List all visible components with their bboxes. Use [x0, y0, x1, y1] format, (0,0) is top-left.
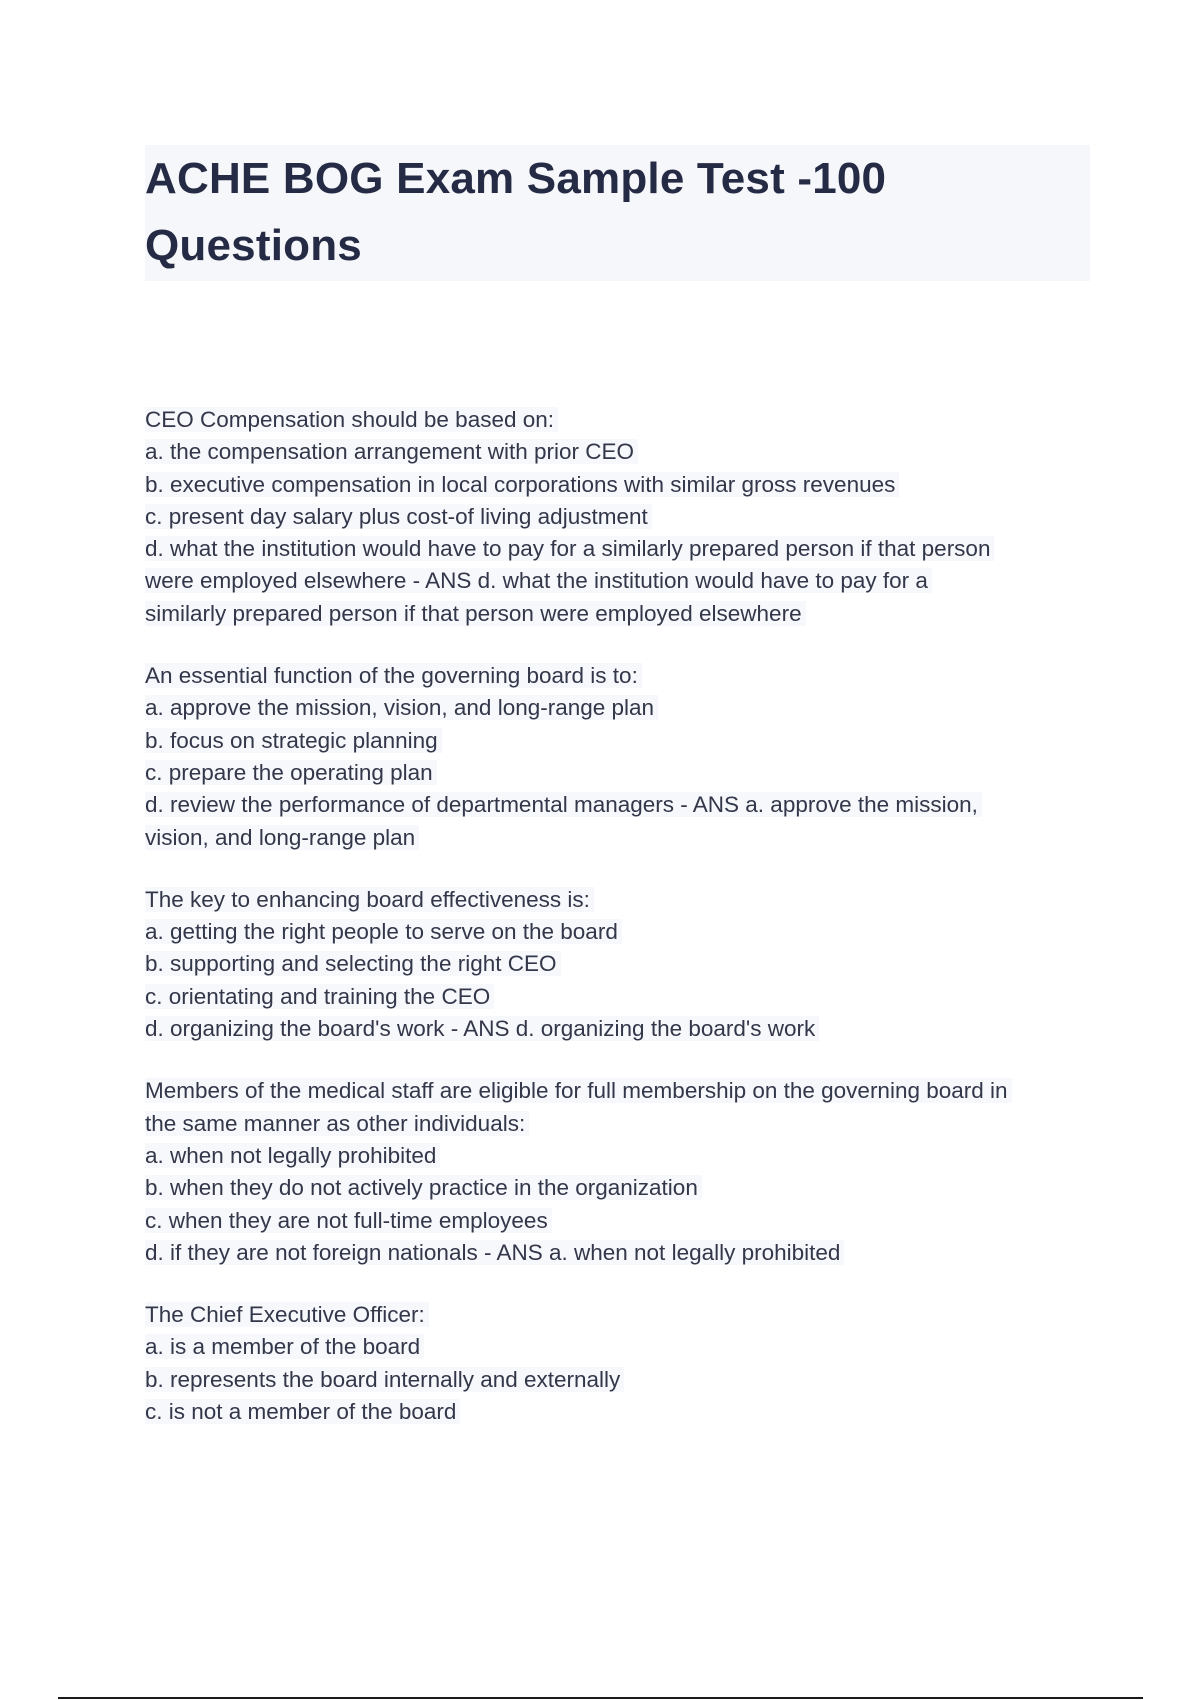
- question-line-text: CEO Compensation should be based on:: [145, 407, 558, 432]
- question-option: [145, 469, 1095, 501]
- question-line-text: c. is not a member of the board: [145, 1399, 460, 1424]
- question-option: [145, 501, 1095, 533]
- question-line-text: a. is a member of the board: [145, 1334, 424, 1359]
- question-option: [145, 1237, 1095, 1269]
- question-option: [145, 1108, 1095, 1140]
- question-option: [145, 565, 1095, 597]
- question-stem: [145, 1075, 1095, 1107]
- question-option: [145, 757, 1095, 789]
- question-line-text: similarly prepared person if that person were employed elsewhere: [145, 601, 806, 626]
- question-option: [145, 822, 1095, 854]
- question-line-text: c. orientating and training the CEO: [145, 984, 494, 1009]
- question-line-text: d. review the performance of departmental managers - ANS a. approve the mission,: [145, 792, 982, 817]
- question-line-text: c. when they are not full-time employees: [145, 1208, 552, 1233]
- question-line-text: b. supporting and selecting the right CEO: [145, 951, 561, 976]
- question-line-text: b. represents the board internally and externally: [145, 1367, 624, 1392]
- question-line-text: An essential function of the governing board is to:: [145, 663, 642, 688]
- question-block: [145, 660, 1095, 854]
- question-option: [145, 1205, 1095, 1237]
- question-line-text: a. when not legally prohibited: [145, 1143, 440, 1168]
- question-line-text: a. getting the right people to serve on the board: [145, 919, 622, 944]
- question-block: [145, 404, 1095, 630]
- question-stem: [145, 660, 1095, 692]
- question-block: [145, 1299, 1095, 1428]
- question-option: [145, 1013, 1095, 1045]
- question-option: [145, 981, 1095, 1013]
- question-option: [145, 533, 1095, 565]
- question-line-text: the same manner as other individuals:: [145, 1111, 529, 1136]
- question-line-text: The key to enhancing board effectiveness is:: [145, 887, 594, 912]
- document-title: ACHE BOG Exam Sample Test -100 Questions: [145, 154, 887, 270]
- title-block: [145, 145, 1090, 281]
- question-option: [145, 948, 1095, 980]
- question-line-text: c. prepare the operating plan: [145, 760, 437, 785]
- question-option: [145, 1140, 1095, 1172]
- question-option: [145, 436, 1095, 468]
- question-option: [145, 789, 1095, 821]
- question-line-text: d. organizing the board's work - ANS d. organizing the board's work: [145, 1016, 819, 1041]
- question-line-text: b. when they do not actively practice in the organization: [145, 1175, 702, 1200]
- question-line-text: d. if they are not foreign nationals - ANS a. when not legally prohibited: [145, 1240, 844, 1265]
- question-option: [145, 725, 1095, 757]
- question-line-text: vision, and long-range plan: [145, 825, 419, 850]
- question-line-text: Members of the medical staff are eligible for full membership on the governing board in: [145, 1078, 1012, 1103]
- question-line-text: were employed elsewhere - ANS d. what the institution would have to pay for a: [145, 568, 932, 593]
- question-line-text: d. what the institution would have to pay for a similarly prepared person if that person: [145, 536, 994, 561]
- question-option: [145, 1172, 1095, 1204]
- question-stem: [145, 884, 1095, 916]
- question-line-text: a. approve the mission, vision, and long-range plan: [145, 695, 658, 720]
- question-block: [145, 884, 1095, 1045]
- question-list: [145, 404, 1095, 1458]
- question-line-text: a. the compensation arrangement with prior CEO: [145, 439, 638, 464]
- question-option: [145, 916, 1095, 948]
- question-option: [145, 1396, 1095, 1428]
- question-option: [145, 598, 1095, 630]
- question-line-text: The Chief Executive Officer:: [145, 1302, 429, 1327]
- question-option: [145, 1364, 1095, 1396]
- question-stem: [145, 1299, 1095, 1331]
- question-option: [145, 1331, 1095, 1363]
- question-line-text: b. executive compensation in local corporations with similar gross revenues: [145, 472, 899, 497]
- question-option: [145, 692, 1095, 724]
- question-line-text: c. present day salary plus cost-of living adjustment: [145, 504, 652, 529]
- question-block: [145, 1075, 1095, 1269]
- question-stem: [145, 404, 1095, 436]
- page-bottom-rule: [58, 1697, 1143, 1699]
- question-line-text: b. focus on strategic planning: [145, 728, 442, 753]
